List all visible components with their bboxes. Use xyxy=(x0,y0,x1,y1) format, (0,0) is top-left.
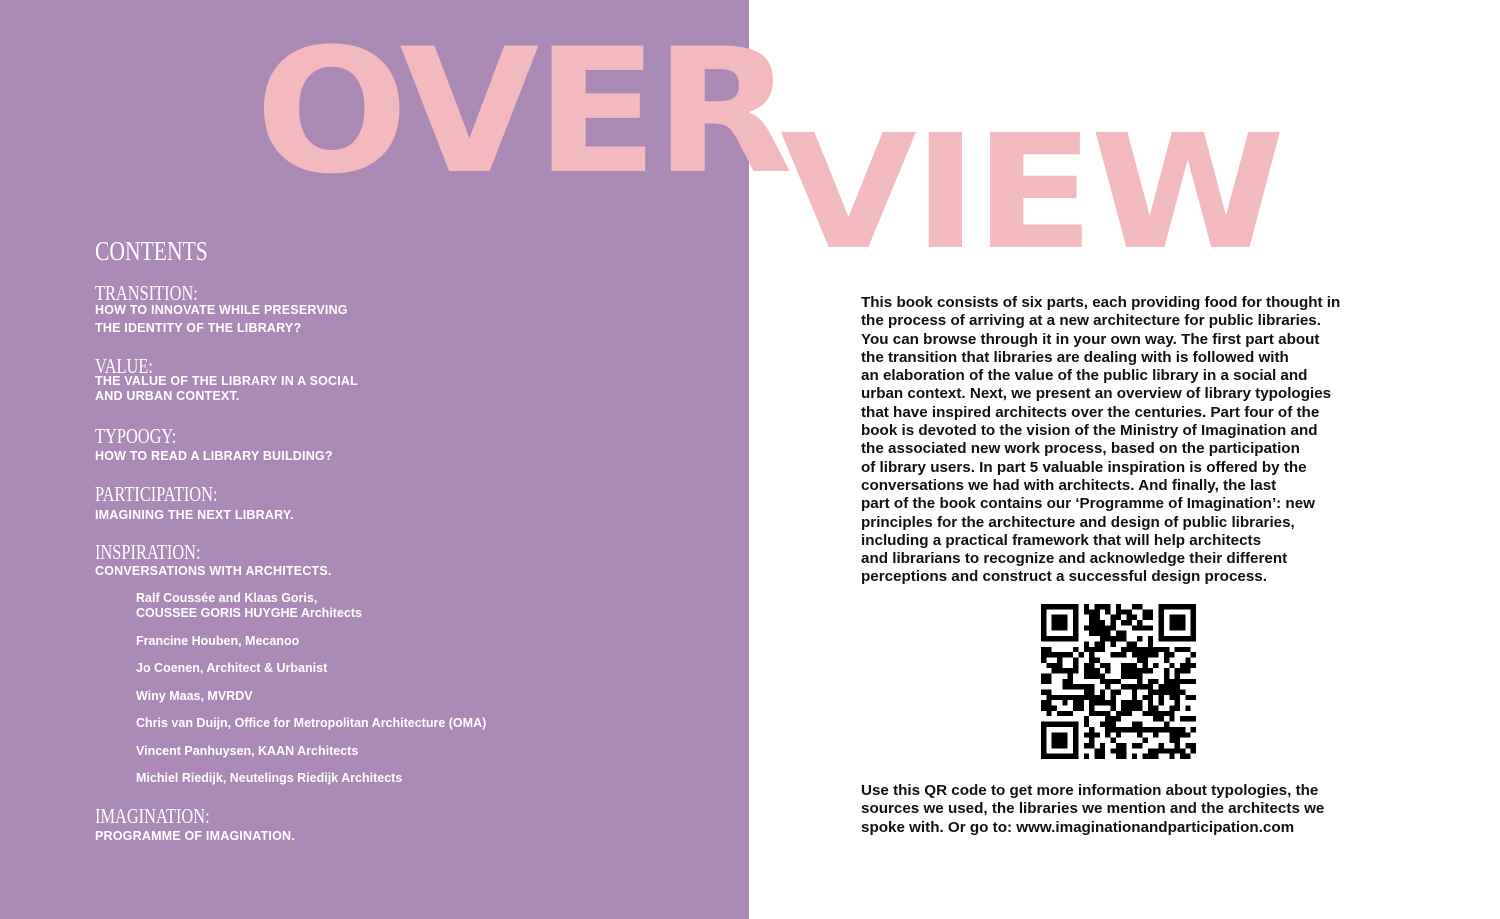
qr-code-graphic xyxy=(1041,604,1196,759)
page-number-van-duijn: P 136 xyxy=(1379,710,1416,732)
intro-line: part of the book contains our ‘Programme of Imagination’: new xyxy=(861,495,1315,513)
section-title-typology: TYPOOGY: xyxy=(95,424,177,448)
intro-line: of library users. In part 5 valuable inspiration is offered by the xyxy=(861,458,1307,476)
page-number-coussee-goris: P 74 xyxy=(1387,585,1416,607)
contents-heading: CONTENTS xyxy=(95,236,208,266)
qr-note-line: sources we used, the libraries we mention and the architects we xyxy=(861,800,1325,818)
section-title-imagination: IMAGINATION: xyxy=(95,804,210,828)
interview-coussee-goris: Ralf Coussée and Klaas Goris, COUSSEE GORIS HUYGHE Architects xyxy=(136,591,362,620)
intro-line: the process of arriving at a new architecture for public libraries. xyxy=(861,312,1321,330)
interview-riedijk: Michiel Riedijk, Neutelings Riedijk Architects xyxy=(136,771,403,785)
interview-panhuysen: Vincent Panhuysen, KAAN Architects xyxy=(136,744,359,758)
qr-note-line: Use this QR code to get more information about typologies, the xyxy=(861,782,1319,799)
intro-line: the transition that libraries are dealing with is followed with xyxy=(861,348,1289,366)
intro-line: urban context. Next, we present an overview of library typologies xyxy=(861,385,1332,403)
section-subtitle-imagination: PROGRAMME OF IMAGINATION. xyxy=(95,829,295,843)
page-number-coenen: P 102 xyxy=(1379,655,1416,677)
page-number-inspiration: P 72 xyxy=(1387,540,1416,562)
page-number-riedijk: P 164 xyxy=(1379,764,1416,786)
section-title-transition: TRANSITION: xyxy=(95,281,198,305)
section-subtitle-value: THE VALUE OF THE LIBRARY IN A SOCIAL AND URBAN CONTEXT. xyxy=(95,374,358,403)
interview-maas: Winy Maas, MVRDV xyxy=(136,689,253,703)
interview-van-duijn: Chris van Duijn, Office for Metropolitan Architecture (OMA) xyxy=(136,716,487,730)
page-number-participation: P 54 xyxy=(1387,482,1416,504)
section-subtitle-typology: HOW TO READ A LIBRARY BUILDING? xyxy=(95,449,333,463)
intro-line: book is devoted to the vision of the Ministry of Imagination and xyxy=(861,422,1318,440)
page-number-typology: P 42 xyxy=(1387,424,1416,446)
section-subtitle-inspiration: CONVERSATIONS WITH ARCHITECTS. xyxy=(95,564,332,578)
intro-line: and librarians to recognize and acknowledge their different xyxy=(861,550,1288,568)
page-number-transition: P 4 xyxy=(1395,281,1416,303)
intro-line: conversations we had with architects. And finally, the last xyxy=(861,476,1277,494)
interview-coenen: Jo Coenen, Architect & Urbanist xyxy=(136,661,328,675)
qr-code-icon[interactable] xyxy=(1041,604,1196,759)
page-number-value: P 14 xyxy=(1387,354,1416,376)
intro-line: that have inspired architects over the centuries. Part four of the xyxy=(861,403,1320,421)
intro-paragraph xyxy=(861,294,1401,587)
intro-line: This book consists of six parts, each providing food for thought in xyxy=(861,294,1341,311)
intro-line: the associated new work process, based on the participation xyxy=(861,440,1300,458)
intro-line: You can browse through it in your own way. The first part about xyxy=(861,330,1320,348)
page-number-houben: P 88 xyxy=(1387,627,1416,649)
section-title-inspiration: INSPIRATION: xyxy=(95,540,201,564)
title-view: VIEW xyxy=(780,101,1281,285)
intro-line: an elaboration of the value of the public library in a social and xyxy=(861,367,1308,385)
page-number-imagination: P 182 xyxy=(1379,804,1416,826)
section-title-participation: PARTICIPATION: xyxy=(95,482,218,506)
qr-note-line[interactable]: spoke with. Or go to: www.imaginationandparticipation.com xyxy=(861,818,1295,836)
section-title-value: VALUE: xyxy=(95,354,153,378)
intro-line: including a practical framework that will help architects xyxy=(861,531,1262,549)
section-subtitle-participation: IMAGINING THE NEXT LIBRARY. xyxy=(95,508,294,522)
interview-houben: Francine Houben, Mecanoo xyxy=(136,634,300,648)
title-over: OVER xyxy=(255,11,790,212)
intro-line: principles for the architecture and design of public libraries, xyxy=(861,513,1295,531)
section-subtitle-transition: HOW TO INNOVATE WHILE PRESERVING THE IDENTITY OF THE LIBRARY? xyxy=(95,303,348,335)
qr-note xyxy=(861,782,1401,837)
intro-line: perceptions and construct a successful design process. xyxy=(861,568,1267,586)
page-number-maas: P 116 xyxy=(1380,682,1416,704)
page-number-panhuysen: P 150 xyxy=(1379,737,1416,759)
